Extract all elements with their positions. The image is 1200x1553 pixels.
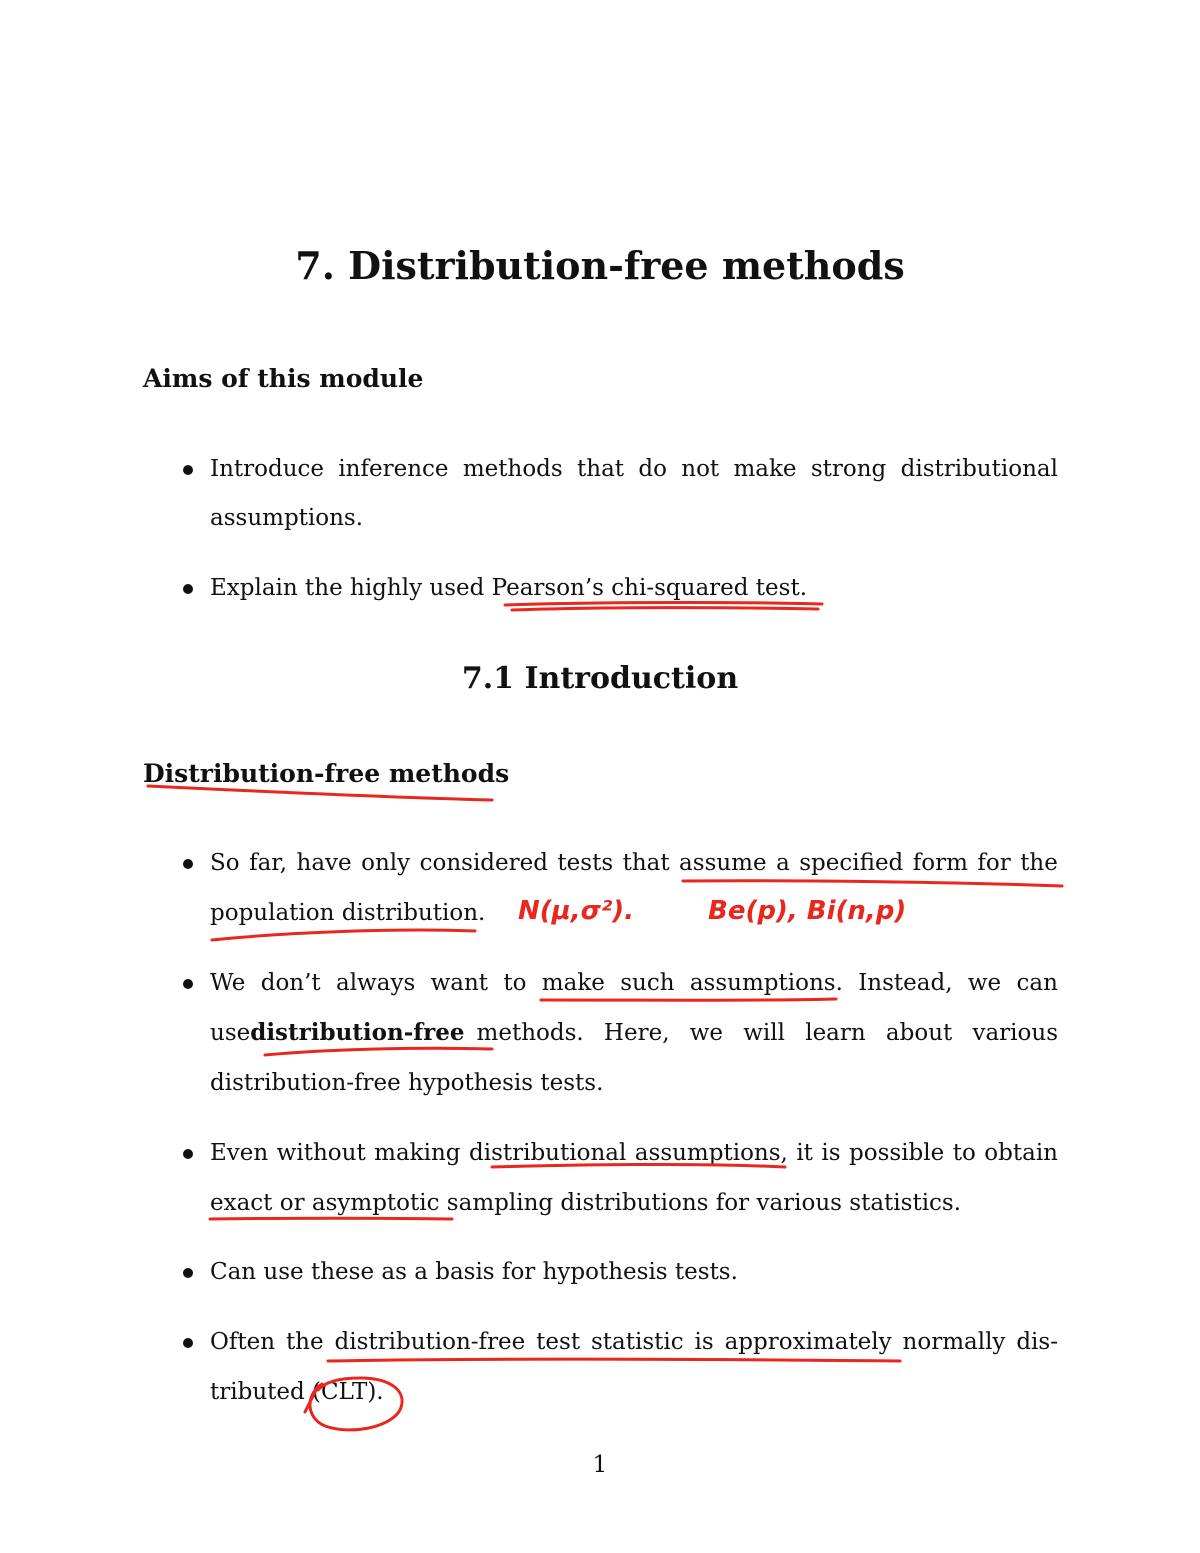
word: such xyxy=(620,970,675,996)
word: that xyxy=(577,456,625,482)
bullet-dot xyxy=(183,859,193,869)
word: can xyxy=(1016,970,1058,996)
bullet-5-line-2: exact or asymptotic sampling distributions for various statistics. xyxy=(210,1190,962,1216)
word: always xyxy=(335,970,416,996)
word: a xyxy=(776,850,790,876)
word: We xyxy=(210,970,246,996)
aims-bullet-1-line-1 xyxy=(210,454,1058,484)
word: Instead, xyxy=(858,970,953,996)
word: to xyxy=(503,970,527,996)
word: considered xyxy=(419,850,548,876)
subsection-heading: Distribution-free methods xyxy=(143,759,510,788)
bullet-4-line-2 xyxy=(210,1018,1058,1048)
word: assume xyxy=(679,850,767,876)
word: So xyxy=(210,850,240,876)
bullet-dot xyxy=(183,584,193,594)
word: don’t xyxy=(260,970,321,996)
underline-exact-asymptotic xyxy=(210,1218,452,1219)
aims-heading: Aims of this module xyxy=(143,364,424,393)
bullet-3-line-1 xyxy=(210,848,1058,878)
bold-term: distribution-free xyxy=(250,1019,465,1046)
aims-bullet-1-line-2: assumptions. xyxy=(210,505,364,531)
word: that xyxy=(622,850,670,876)
word: inference xyxy=(338,456,449,482)
line-rest: methods. Here, we will learn about various xyxy=(476,1020,1058,1046)
section-title: 7.1 Introduction xyxy=(461,661,739,696)
aims-bullet-2: Explain the highly used Pearson’s chi-squared test. xyxy=(210,575,808,601)
word: make xyxy=(733,456,797,482)
word: for xyxy=(977,850,1011,876)
word: we xyxy=(967,970,1002,996)
word: distributional xyxy=(900,456,1058,482)
word: specified xyxy=(799,850,904,876)
word: only xyxy=(361,850,411,876)
bullet-7-line-1: Often the distribution-free test statistic is approximately normally dis- xyxy=(210,1329,1058,1355)
word: tests xyxy=(557,850,614,876)
word: methods xyxy=(462,456,563,482)
word: use xyxy=(210,1020,251,1046)
underline-distribution-free-bold xyxy=(265,1048,492,1055)
bullet-4-line-3: distribution-free hypothesis tests. xyxy=(210,1070,604,1096)
word: far, xyxy=(249,850,288,876)
word: want xyxy=(430,970,489,996)
page-number: 1 xyxy=(592,1452,608,1478)
bullet-dot xyxy=(183,979,193,989)
bullet-5-line-1: Even without making distributional assumptions, it is possible to obtain xyxy=(210,1140,1058,1166)
word: the xyxy=(1020,850,1058,876)
underline-population-distribution xyxy=(212,930,475,940)
bullet-dot xyxy=(183,1268,193,1278)
word: not xyxy=(681,456,720,482)
underline-specified-form xyxy=(683,881,1062,886)
bullet-7-line-2: tributed (CLT). xyxy=(210,1379,384,1405)
handwritten-binomial-note: Be(p), Bi(n,p) xyxy=(708,896,907,926)
bullet-6: Can use these as a basis for hypothesis tests. xyxy=(210,1259,738,1285)
chapter-title: 7. Distribution-free methods xyxy=(295,243,905,288)
word: form xyxy=(912,850,968,876)
word: strong xyxy=(810,456,887,482)
word: Introduce xyxy=(210,456,325,482)
bullet-dot xyxy=(183,1338,193,1348)
word: make xyxy=(541,970,605,996)
handwritten-normal-note: N(μ,σ²). xyxy=(518,896,635,926)
underline-pearson-return xyxy=(512,608,818,610)
word: assumptions. xyxy=(689,970,843,996)
bullet-3-line-2: population distribution. xyxy=(210,900,486,926)
word: have xyxy=(296,850,352,876)
bullet-4-line-1 xyxy=(210,968,1058,998)
bullet-dot xyxy=(183,465,193,475)
underline-such-assumptions xyxy=(541,999,836,1000)
word: do xyxy=(638,456,667,482)
bullet-dot xyxy=(183,1149,193,1159)
underline-statistic xyxy=(328,1359,900,1361)
